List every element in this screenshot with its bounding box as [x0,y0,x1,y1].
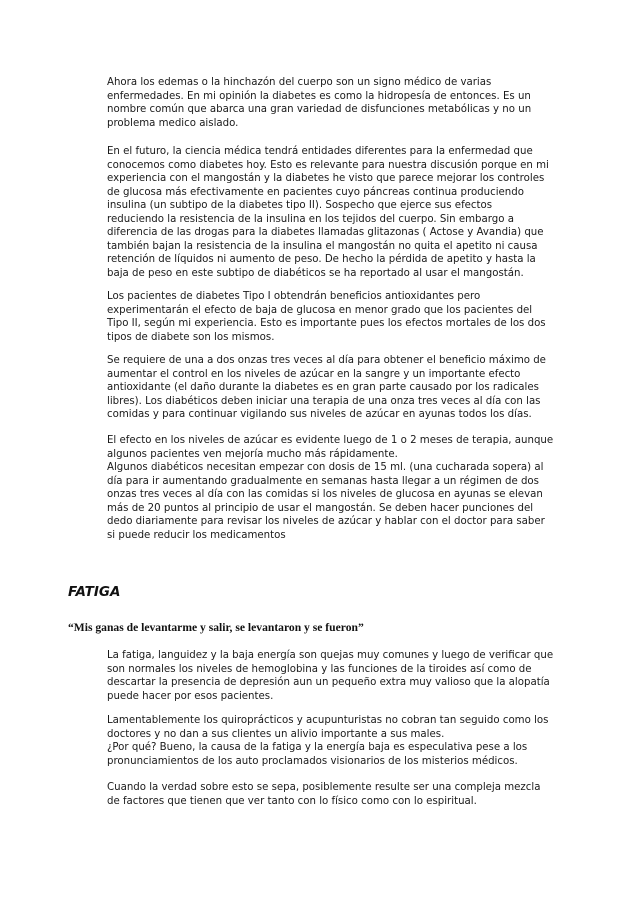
paragraph-type-one [107,290,577,344]
section-quote: “Mis ganas de levantarme y salir, se levantaron y se fueron” [68,621,364,634]
paragraph-dosage [107,354,577,422]
paragraph-effect-timing [107,434,577,542]
paragraph-text: Se requiere de una a dos onzas tres veces al día para obtener el beneficio máximo de aumentar el control en los niveles de azúcar en la sangre y un importante efecto antioxidante (el daño durante la diabetes es en gran parte causado por los radicales libres). Los diabéticos deben iniciar una terapia de una onza tres veces al día con las comidas y para continuar vigilando sus niveles de azúcar en ayunas todos los días. [107,355,546,420]
paragraph-truth [107,781,577,808]
paragraph-text: Cuando la verdad sobre esto se sepa, posiblemente resulte ser una compleja mezcla de factores que tienen que ver tanto con lo físico como con lo espiritual. [107,782,541,807]
paragraph-future-science [107,145,577,280]
paragraph-text: En el futuro, la ciencia médica tendrá entidades diferentes para la enfermedad que conocemos como diabetes hoy. Esto es relevante para nuestra discusión porque en mi experiencia con el mangostán y la diabetes he visto que parece mejorar los controles de glucosa más efectivamente en pacientes cuyo páncreas continua produciendo insulina (un subtipo de la diabetes tipo II). Sospecho que ejerce sus efectos reduciendo la resistencia de la insulina en los tejidos del cuerpo. Sin embargo a diferencia de las drogas para la diabetes llamadas glitazonas ( Actose y Avandia) que también bajan la resistencia de la insulina el mangostán no quita el apetito ni causa retención de líquidos ni aumento de peso. De hecho la pérdida de apetito y hasta la baja de peso en este subtipo de diabéticos se ha reportado al usar el mangostán. [107,146,549,279]
section-heading-fatiga: FATIGA [68,584,121,600]
paragraph-text: La fatiga, languidez y la baja energía son quejas muy comunes y luego de verificar que son normales los niveles de hemoglobina y las funciones de la tiroides así como de descartar la presencia de depresión aun un pequeño extra muy valioso que la alopatía puede hacer por esos pacientes. [107,650,554,702]
paragraph-text: El efecto en los niveles de azúcar es evidente luego de 1 o 2 meses de terapia, aunque algunos pacientes ven mejoría mucho más rápidamente. Algunos diabéticos necesitan empezar con dosis de 15 ml. (una cucharada sopera) al día para ir aumentando gradualmente en semanas hasta llegar a un régimen de dos onzas tres veces al día con las comidas si los niveles de glucosa en ayunas se elevan más de 20 puntos al principio de usar el mangostán. Se deben hacer punciones del dedo diariamente para revisar los niveles de azúcar y hablar con el doctor para saber si puede reducir los medicamentos [107,435,554,541]
paragraph-edemas [107,76,577,130]
paragraph-fatigue-complaints [107,649,577,703]
paragraph-text: Ahora los edemas o la hinchazón del cuerpo son un signo médico de varias enfermedades. En mi opinión la diabetes es como la hidropesía de entonces. Es un nombre común que abarca una gran variedad de disfunciones metabólicas y no un problema medico aislado. [107,77,532,129]
paragraph-text: Los pacientes de diabetes Tipo I obtendrán beneficios antioxidantes pero experimentarán el efecto de baja de glucosa en menor grado que los pacientes del Tipo II, según mi experiencia. Esto es importante pues los efectos mortales de los dos tipos de diabete son los mismos. [107,291,546,343]
paragraph-text: Lamentablemente los quiroprácticos y acupunturistas no cobran tan seguido como los doctores y no dan a sus clientes un alivio importante a sus males. ¿Por qué? Bueno, la causa de la fatiga y la energía baja es especulativa pese a los pronunciamientos de los auto proclamados visionarios de los misterios médicos. [107,715,549,767]
paragraph-chiropractors [107,714,577,768]
